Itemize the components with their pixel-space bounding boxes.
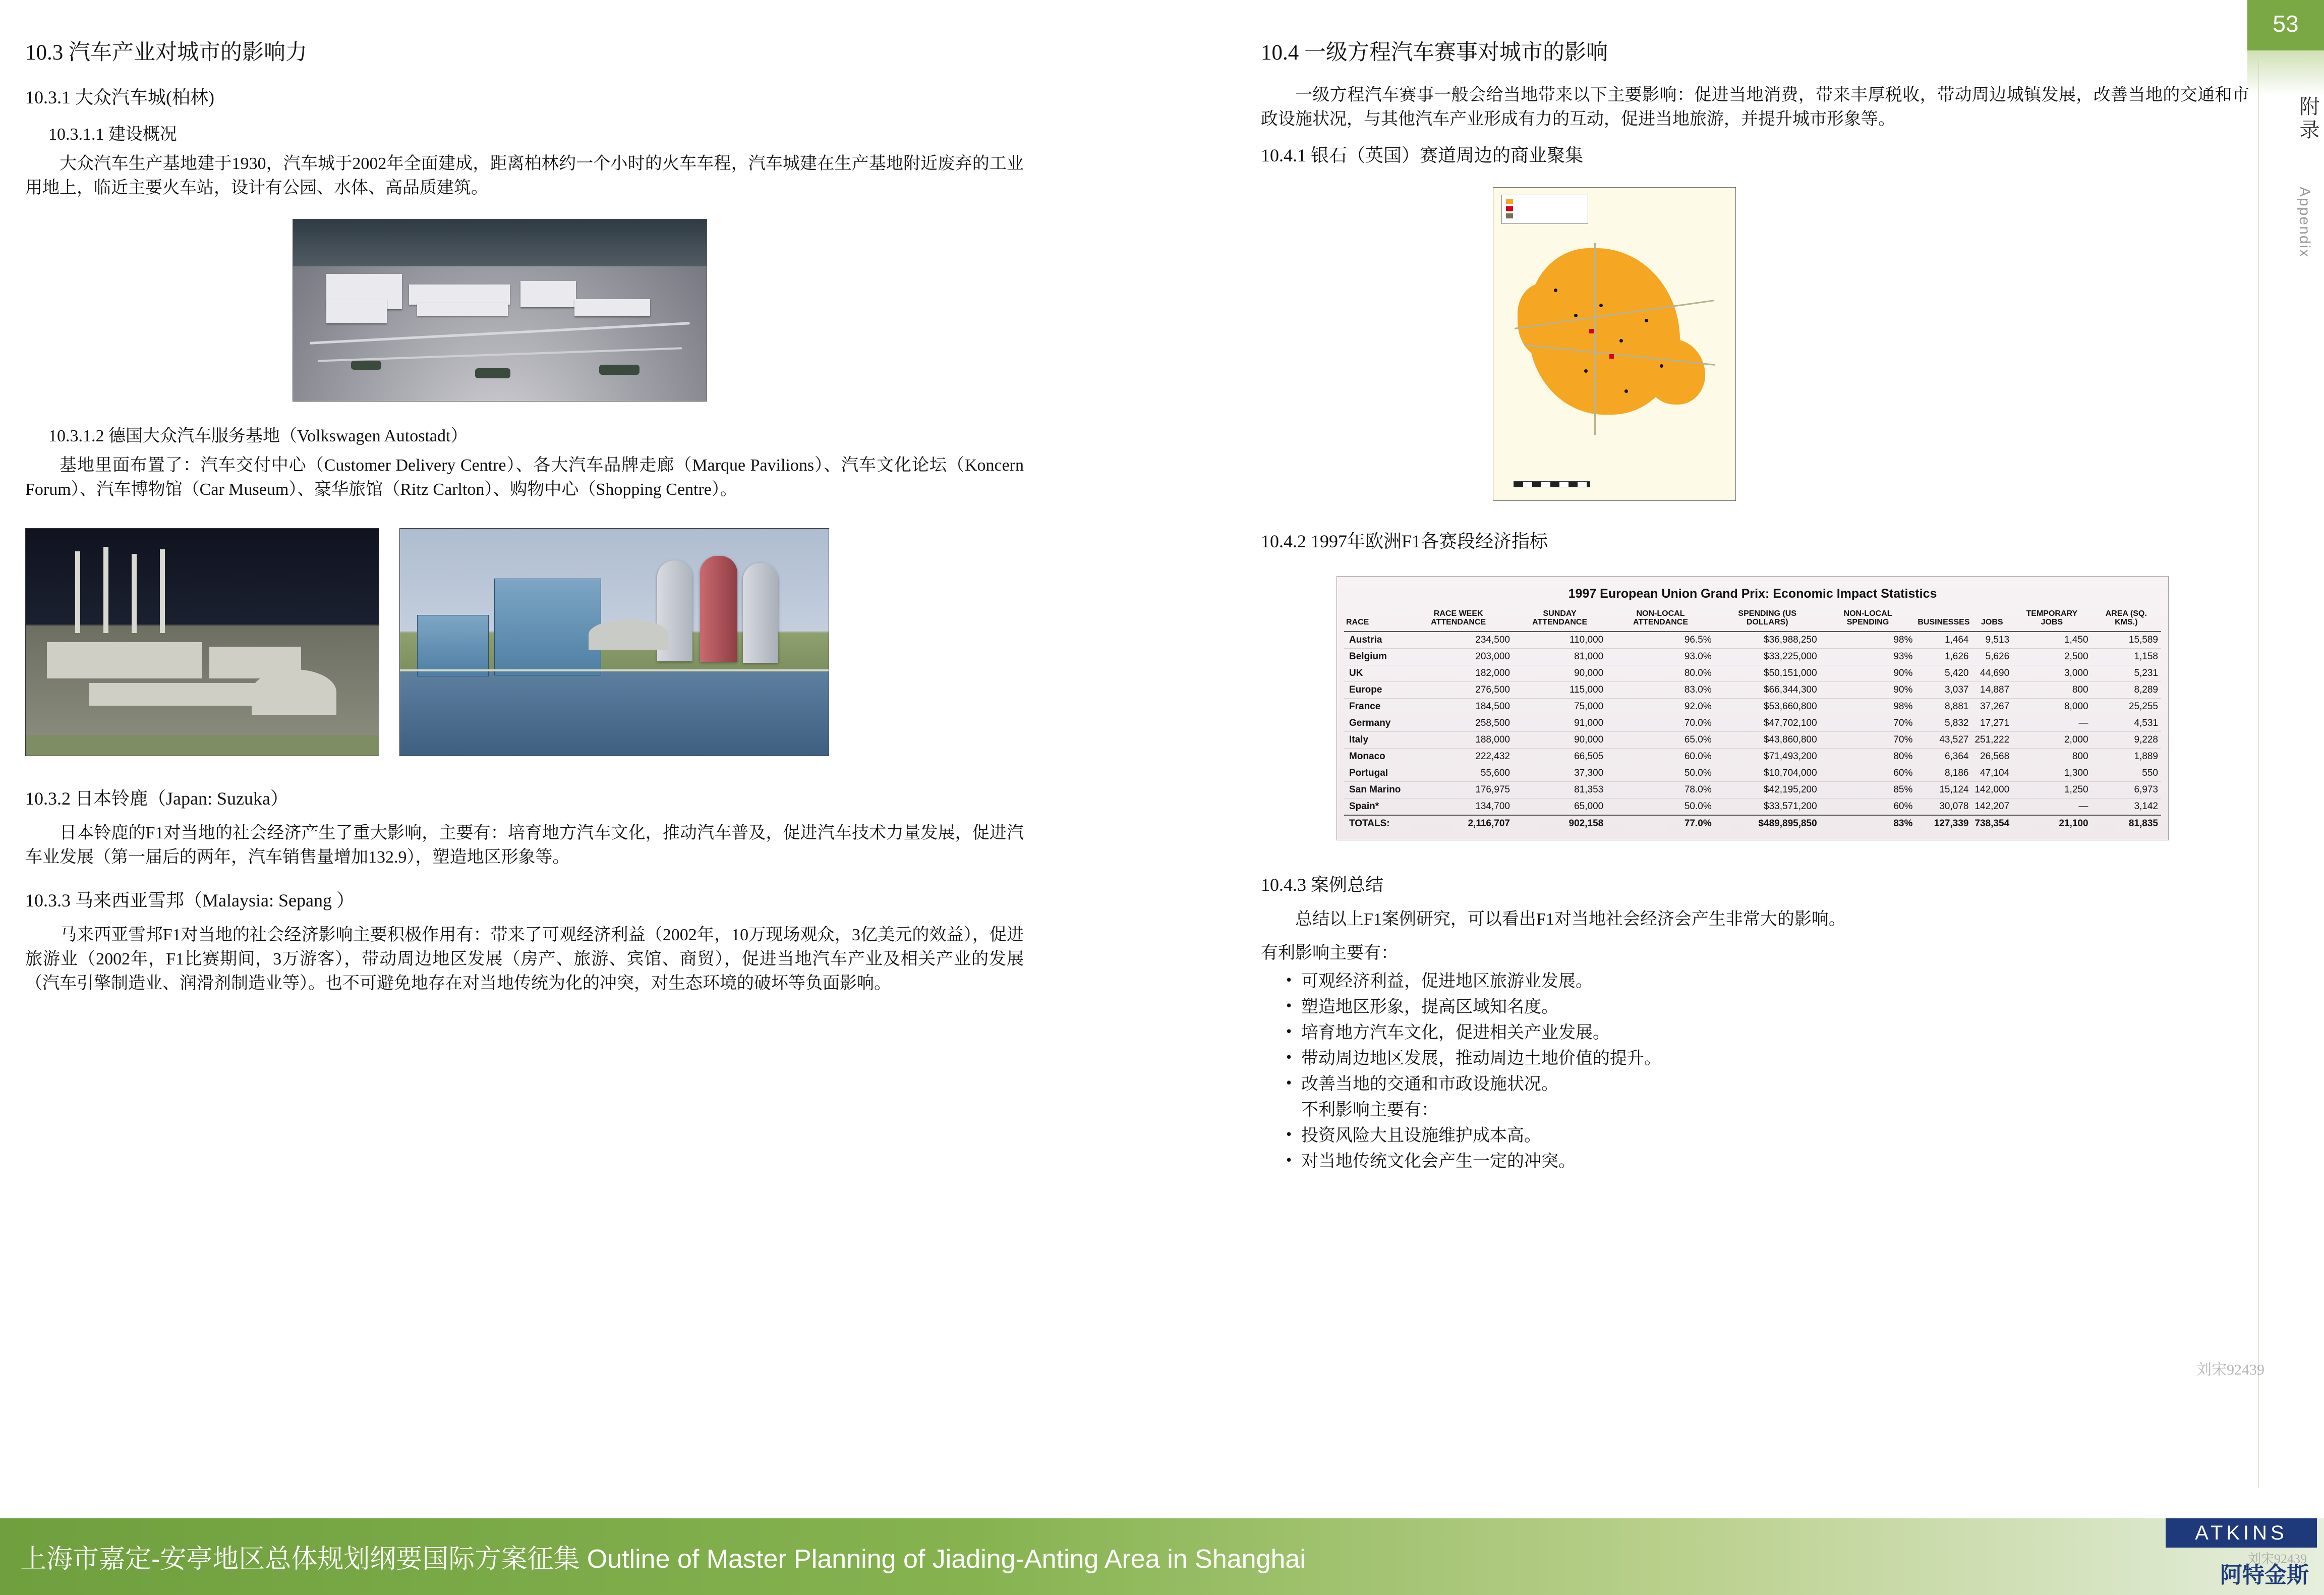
silverstone-area-map bbox=[1493, 187, 1736, 501]
cell-totals-label: TOTALS: bbox=[1344, 815, 1404, 832]
cell-value: 2,000 bbox=[2012, 732, 2091, 749]
model-building bbox=[326, 299, 387, 323]
cell-value: 142,000 bbox=[1971, 782, 2012, 799]
cell-value: 110,000 bbox=[1513, 632, 1606, 649]
cell-total: 81,835 bbox=[2091, 815, 2161, 832]
cell-value: 70.0% bbox=[1606, 715, 1715, 732]
watermark-top: 刘宋92439 bbox=[2196, 1361, 2264, 1378]
table-row bbox=[1344, 632, 2161, 649]
map-affected-area bbox=[1645, 339, 1705, 405]
cell-value: $33,225,000 bbox=[1715, 649, 1820, 665]
walkway-edge bbox=[400, 669, 829, 671]
cell-value: 85% bbox=[1820, 782, 1916, 799]
cell-total: 738,354 bbox=[1971, 815, 2012, 832]
page-number: 53 bbox=[2273, 11, 2299, 37]
cell-value: 8,289 bbox=[2091, 682, 2161, 699]
model-tree bbox=[351, 361, 381, 370]
autostadt-car-towers-photo bbox=[399, 528, 829, 756]
model-chimney bbox=[132, 554, 137, 634]
cell-value: 203,000 bbox=[1404, 649, 1513, 665]
cell-value: 6,973 bbox=[2091, 782, 2161, 799]
model-building bbox=[520, 281, 576, 307]
cell-value: 1,889 bbox=[2091, 749, 2161, 765]
cell-value: 90,000 bbox=[1513, 732, 1606, 749]
table-row bbox=[1344, 799, 2161, 816]
section-10-3-2-title: 10.3.2 日本铃鹿（Japan: Suzuka） bbox=[25, 788, 288, 809]
table-body bbox=[1344, 632, 2161, 832]
list-item: • 改善当地的交通和市政设施状况。 bbox=[1284, 1071, 2249, 1097]
cell-value: 1,464 bbox=[1915, 632, 1971, 649]
cell-value: 37,300 bbox=[1513, 765, 1606, 782]
legend-swatch-closed-routes bbox=[1506, 213, 1513, 218]
cell-value: 60% bbox=[1820, 765, 1916, 782]
cell-value: 30,078 bbox=[1915, 799, 1971, 816]
section-10-3-1-2-body: 基地里面布置了：汽车交付中心（Customer Delivery Centre）、各大汽车品牌走廊（Marque Pavilions）、汽车文化论坛（Koncern Forum）、汽车博物馆（Car Museum）、豪华旅馆（Ritz Carlton）、购物中心（Shopping Centre）。 bbox=[25, 455, 1024, 499]
cell-value: 1,450 bbox=[2012, 632, 2091, 649]
table-row bbox=[1344, 665, 2161, 682]
cell-value: 222,432 bbox=[1404, 749, 1513, 765]
cell-value: 37,267 bbox=[1971, 699, 2012, 715]
section-10-4-1-title: 10.4.1 银石（英国）赛道周边的商业聚集 bbox=[1261, 145, 1584, 165]
list-item: • 对当地传统文化会产生一定的冲突。 bbox=[1284, 1149, 2249, 1174]
cell-total: 127,339 bbox=[1915, 815, 1971, 832]
cell-value: 60.0% bbox=[1606, 749, 1715, 765]
section-10-3-3-body: 马来西亚雪邦F1对当地的社会经济影响主要积极作用有：带来了可观经济利益（2002年，10万现场观众，3亿美元的效益），促进旅游业（2002年，F1比赛期间，3万游客），带动周边地区发展（房产、旅游、宾馆、商贸），促进当地汽车产业及相关产业的发展（汽车引擎制造业、润滑剂制造业等）。也不可避免地存在对当地传统为化的冲突，对生态环境的破坏等负面影响。 bbox=[25, 925, 1024, 993]
cell-value: 65,000 bbox=[1513, 799, 1606, 816]
cell-value: 9,513 bbox=[1971, 632, 2012, 649]
th-race: RACE bbox=[1344, 607, 1404, 632]
section-10-3-1-1-body: 大众汽车生产基地建于1930，汽车城于2002年全面建成，距离柏林约一个小时的火车车程，汽车城建在生产基地附近废弃的工业用地上，临近主要火车站，设计有公园、水体、高品质建筑。 bbox=[25, 154, 1024, 198]
th-race-week-attendance: RACE WEEK ATTENDANCE bbox=[1404, 607, 1513, 632]
cell-value: 81,353 bbox=[1513, 782, 1606, 799]
cell-value: 550 bbox=[2091, 765, 2161, 782]
table-row bbox=[1344, 682, 2161, 699]
cell-value: 176,975 bbox=[1404, 782, 1513, 799]
cell-value: 1,250 bbox=[2012, 782, 2091, 799]
map-point bbox=[1584, 369, 1588, 373]
section-10-4-3-title: 10.4.3 案例总结 bbox=[1261, 875, 1384, 895]
table-row bbox=[1344, 699, 2161, 715]
cell-value: 93.0% bbox=[1606, 649, 1715, 665]
cell-race: Monaco bbox=[1344, 749, 1404, 765]
model-tree bbox=[599, 365, 640, 375]
cell-value: 800 bbox=[2012, 749, 2091, 765]
cell-value: 142,207 bbox=[1971, 799, 2012, 816]
cell-race: France bbox=[1344, 699, 1404, 715]
model-dome bbox=[252, 669, 336, 715]
list-item: • 塑造地区形象，提高区域知名度。 bbox=[1284, 994, 2249, 1020]
cell-total: 77.0% bbox=[1606, 815, 1715, 832]
f1-economic-impact-table bbox=[1337, 576, 2169, 841]
cell-value: 70% bbox=[1820, 715, 1916, 732]
th-businesses: BUSINESSES bbox=[1915, 607, 1971, 632]
map-point bbox=[1645, 319, 1648, 322]
table-totals-row bbox=[1344, 815, 2161, 832]
negative-effects-label: 不利影响主要有： bbox=[1301, 1100, 1438, 1119]
cell-race: Italy bbox=[1344, 732, 1404, 749]
model-water-area bbox=[293, 219, 707, 267]
model-building bbox=[417, 303, 508, 316]
map-road bbox=[1594, 243, 1596, 435]
model-chimney bbox=[160, 549, 165, 634]
cell-value: 90% bbox=[1820, 665, 1916, 682]
table-title: 1997 European Union Grand Prix: Economic Impact Statistics bbox=[1568, 586, 1937, 601]
th-temporary-jobs: TEMPORARY JOBS bbox=[2012, 607, 2091, 632]
cell-value: 47,104 bbox=[1971, 765, 2012, 782]
cell-value: $42,195,200 bbox=[1715, 782, 1820, 799]
cell-value: 78.0% bbox=[1606, 782, 1715, 799]
cell-value: 17,271 bbox=[1971, 715, 2012, 732]
cell-value: 5,832 bbox=[1915, 715, 1971, 732]
map-circuit-marker bbox=[1609, 354, 1614, 359]
cell-value: 92.0% bbox=[1606, 699, 1715, 715]
cell-race: Portugal bbox=[1344, 765, 1404, 782]
cell-value: 258,500 bbox=[1404, 715, 1513, 732]
cell-value: $50,151,000 bbox=[1715, 665, 1820, 682]
legend-swatch-affected-areas bbox=[1506, 199, 1513, 204]
th-spending: SPENDING (US DOLLARS) bbox=[1715, 607, 1820, 632]
cell-value: 8,881 bbox=[1915, 699, 1971, 715]
footer-watermark: 刘宋92439 bbox=[2247, 1552, 2307, 1566]
cell-value: 93% bbox=[1820, 649, 1916, 665]
page-footer bbox=[0, 1518, 2324, 1595]
cell-value: $71,493,200 bbox=[1715, 749, 1820, 765]
cell-race: UK bbox=[1344, 665, 1404, 682]
pavilion-roof bbox=[589, 619, 669, 650]
model-road-b bbox=[318, 347, 681, 362]
section-10-4-title: 10.4 一级方程汽车赛事对城市的影响 bbox=[1261, 41, 1608, 65]
map-point bbox=[1660, 364, 1663, 368]
map-point bbox=[1624, 389, 1628, 393]
cell-value: 5,626 bbox=[1971, 649, 2012, 665]
cell-value: 234,500 bbox=[1404, 632, 1513, 649]
th-non-local-attendance: NON-LOCAL ATTENDANCE bbox=[1606, 607, 1715, 632]
cell-value: 25,255 bbox=[2091, 699, 2161, 715]
th-jobs: JOBS bbox=[1971, 607, 2012, 632]
atkins-logo-cn: 阿特金斯 bbox=[2220, 1563, 2309, 1587]
legend-swatch-major-routes bbox=[1506, 206, 1513, 211]
section-10-3-3-title: 10.3.3 马来西亚雪邦（Malaysia: Sepang ） bbox=[25, 890, 355, 910]
autostadt-model-photo bbox=[25, 528, 379, 756]
footer-title: 上海市嘉定-安亭地区总体规划纲要国际方案征集 Outline of Master Planning of Jiading-Anting Area in Shanghai bbox=[20, 1545, 1306, 1574]
cell-value: 188,000 bbox=[1404, 732, 1513, 749]
cell-value: — bbox=[2012, 799, 2091, 816]
cell-value: 251,222 bbox=[1971, 732, 2012, 749]
cell-race: Austria bbox=[1344, 632, 1404, 649]
cell-value: 50.0% bbox=[1606, 765, 1715, 782]
cell-value: 83.0% bbox=[1606, 682, 1715, 699]
cell-value: 90% bbox=[1820, 682, 1916, 699]
cell-total: 83% bbox=[1820, 815, 1916, 832]
atkins-logo bbox=[2166, 1518, 2317, 1595]
cell-value: 15,589 bbox=[2091, 632, 2161, 649]
cell-value: 96.5% bbox=[1606, 632, 1715, 649]
th-non-local-spending: NON-LOCAL SPENDING bbox=[1820, 607, 1916, 632]
atkins-logo-en: ATKINS bbox=[2166, 1518, 2317, 1548]
table-row bbox=[1344, 782, 2161, 799]
section-10-3-1-title: 10.3.1 大众汽车城(柏林) bbox=[25, 87, 214, 107]
cell-value: $33,571,200 bbox=[1715, 799, 1820, 816]
cell-value: 3,142 bbox=[2091, 799, 2161, 816]
cell-value: 15,124 bbox=[1915, 782, 1971, 799]
cell-value: $36,988,250 bbox=[1715, 632, 1820, 649]
table-row bbox=[1344, 749, 2161, 765]
table-row bbox=[1344, 715, 2161, 732]
cell-value: 1,300 bbox=[2012, 765, 2091, 782]
cell-value: 3,000 bbox=[2012, 665, 2091, 682]
cell-value: 4,531 bbox=[2091, 715, 2161, 732]
cell-value: 8,000 bbox=[2012, 699, 2091, 715]
cell-value: $66,344,300 bbox=[1715, 682, 1820, 699]
cell-value: 60% bbox=[1820, 799, 1916, 816]
section-10-3-2-body: 日本铃鹿的F1对当地的社会经济产生了重大影响，主要有：培育地方汽车文化，推动汽车普及，促进汽车技术力量发展，促进汽车业发展（第一届后的两年，汽车销售量增加132.9），塑造地区形象等。 bbox=[25, 824, 1024, 867]
rail-label-cn: 附录 bbox=[2297, 96, 2319, 142]
cell-value: 3,037 bbox=[1915, 682, 1971, 699]
glass-pavilion bbox=[417, 615, 489, 676]
cell-value: 6,364 bbox=[1915, 749, 1971, 765]
list-item: • 带动周边地区发展，推动周边土地价值的提升。 bbox=[1284, 1046, 2249, 1071]
cell-value: 80% bbox=[1820, 749, 1916, 765]
cell-value: 70% bbox=[1820, 732, 1916, 749]
cell-value: 184,500 bbox=[1404, 699, 1513, 715]
cell-value: 134,700 bbox=[1404, 799, 1513, 816]
positive-effects-list bbox=[1261, 969, 2249, 1174]
right-column bbox=[1261, 35, 2249, 1174]
cell-value: 91,000 bbox=[1513, 715, 1606, 732]
cell-race: Germany bbox=[1344, 715, 1404, 732]
map-circuit-marker bbox=[1589, 329, 1594, 333]
volkswagen-city-model-photo bbox=[293, 219, 707, 402]
section-10-4-3-body: 总结以上F1案例研究，可以看出F1对当地社会经济会产生非常大的影响。 bbox=[1295, 910, 1846, 929]
cell-value: 65.0% bbox=[1606, 732, 1715, 749]
rail-divider bbox=[2258, 61, 2259, 1488]
section-10-3-title: 10.3 汽车产业对城市的影响力 bbox=[25, 41, 307, 65]
cell-total: 21,100 bbox=[2012, 815, 2091, 832]
appendix-side-rail bbox=[2247, 0, 2324, 1518]
cell-value: 75,000 bbox=[1513, 699, 1606, 715]
cell-value: 44,690 bbox=[1971, 665, 2012, 682]
cell-total: 902,158 bbox=[1513, 815, 1606, 832]
map-scale-bar bbox=[1514, 481, 1590, 487]
list-item: • 培育地方汽车文化，促进相关产业发展。 bbox=[1284, 1020, 2249, 1046]
model-road-a bbox=[310, 322, 690, 344]
cell-race: Spain* bbox=[1344, 799, 1404, 816]
cell-value: 5,231 bbox=[2091, 665, 2161, 682]
map-legend bbox=[1501, 195, 1588, 224]
cell-value: 90,000 bbox=[1513, 665, 1606, 682]
cell-value: 98% bbox=[1820, 632, 1916, 649]
table-row bbox=[1344, 649, 2161, 665]
table-row bbox=[1344, 732, 2161, 749]
map-point bbox=[1599, 304, 1603, 307]
cell-value: 80.0% bbox=[1606, 665, 1715, 682]
section-10-4-2-title: 10.4.2 1997年欧洲F1各赛段经济指标 bbox=[1261, 531, 1548, 551]
cell-total: 2,116,707 bbox=[1404, 815, 1513, 832]
cell-value: 182,000 bbox=[1404, 665, 1513, 682]
cell-value: 8,186 bbox=[1915, 765, 1971, 782]
car-tower bbox=[700, 556, 737, 662]
rail-label-en: Appendix bbox=[2296, 187, 2313, 258]
model-block bbox=[47, 642, 202, 678]
cell-value: 800 bbox=[2012, 682, 2091, 699]
cell-value: 66,505 bbox=[1513, 749, 1606, 765]
cell-value: 81,000 bbox=[1513, 649, 1606, 665]
model-building bbox=[574, 299, 650, 316]
section-10-4-intro: 一级方程汽车赛事一般会给当地带来以下主要影响：促进当地消费，带来丰厚税收，带动周边城镇发展，改善当地的交通和市政设施状况，与其他汽车产业形成有力的互动，促进当地旅游，并提升城市形象等。 bbox=[1261, 86, 2249, 129]
cell-value: 43,527 bbox=[1915, 732, 1971, 749]
economic-stats-table bbox=[1344, 607, 2161, 832]
map-point bbox=[1554, 289, 1557, 292]
model-chimney bbox=[75, 551, 80, 633]
model-tree bbox=[475, 368, 510, 378]
cell-value: $10,704,000 bbox=[1715, 765, 1820, 782]
cell-total: $489,895,850 bbox=[1715, 815, 1820, 832]
left-column bbox=[25, 35, 1024, 1005]
map-point bbox=[1619, 339, 1623, 343]
cell-race: Europe bbox=[1344, 682, 1404, 699]
positive-effects-label: 有利影响主要有： bbox=[1261, 943, 1398, 962]
section-10-3-1-2-title: 10.3.1.2 德国大众汽车服务基地（Volkswagen Autostadt） bbox=[48, 426, 468, 445]
section-10-3-1-1-title: 10.3.1.1 建设概况 bbox=[48, 125, 177, 144]
model-green-strip bbox=[26, 735, 379, 756]
cell-value: 14,887 bbox=[1971, 682, 2012, 699]
cell-value: 115,000 bbox=[1513, 682, 1606, 699]
th-sunday-attendance: SUNDAY ATTENDANCE bbox=[1513, 607, 1606, 632]
table-row bbox=[1344, 765, 2161, 782]
table-header-row bbox=[1344, 607, 2161, 632]
cell-value: 50.0% bbox=[1606, 799, 1715, 816]
cell-value: 5,420 bbox=[1915, 665, 1971, 682]
car-tower bbox=[743, 563, 778, 663]
cell-race: Belgium bbox=[1344, 649, 1404, 665]
list-item: • 投资风险大且设施维护成本高。 bbox=[1284, 1123, 2249, 1149]
cell-value: 55,600 bbox=[1404, 765, 1513, 782]
cell-value: $43,860,800 bbox=[1715, 732, 1820, 749]
model-chimney bbox=[103, 547, 108, 633]
cell-value: $53,660,800 bbox=[1715, 699, 1820, 715]
cell-value: 1,158 bbox=[2091, 649, 2161, 665]
cell-value: 26,568 bbox=[1971, 749, 2012, 765]
glass-pavilion bbox=[494, 579, 601, 675]
map-point bbox=[1574, 314, 1578, 317]
cell-value: 2,500 bbox=[2012, 649, 2091, 665]
cell-value: 98% bbox=[1820, 699, 1916, 715]
cell-value: 276,500 bbox=[1404, 682, 1513, 699]
cell-value: — bbox=[2012, 715, 2091, 732]
th-area: AREA (SQ. KMS.) bbox=[2091, 607, 2161, 632]
model-building bbox=[409, 284, 510, 305]
cell-value: 1,626 bbox=[1915, 649, 1971, 665]
cell-value: 9,228 bbox=[2091, 732, 2161, 749]
cell-race: San Marino bbox=[1344, 782, 1404, 799]
list-item: • 可观经济利益，促进地区旅游业发展。 bbox=[1284, 969, 2249, 994]
cell-value: $47,702,100 bbox=[1715, 715, 1820, 732]
